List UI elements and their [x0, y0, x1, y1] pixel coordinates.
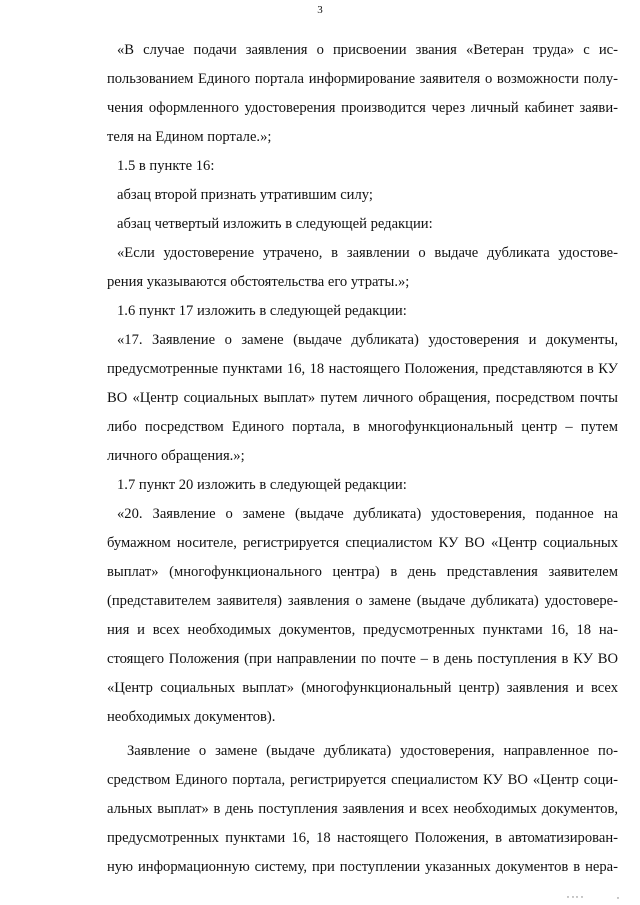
text-line: чения оформленного удостоверения производится через личный кабинет заяви-	[107, 100, 618, 116]
text-line: рения указываются обстоятельства его утраты.»;	[107, 274, 410, 290]
text-line: необходимых документов).	[107, 709, 276, 725]
text-line: бумажном носителе, регистрируется специалистом КУ ВО «Центр социальных	[107, 535, 618, 551]
text-line: 1.6 пункт 17 изложить в следующей редакции:	[117, 303, 407, 319]
text-line: стоящего Положения (при направлении по почте – в день поступления в КУ ВО	[107, 651, 618, 667]
text-line: «В случае подачи заявления о присвоении звания «Ветеран труда» с ис-	[117, 42, 618, 58]
text-line: ВО «Центр социальных выплат» путем личного обращения, посредством почты	[107, 390, 618, 406]
text-line: пользованием Единого портала информирование заявителя о возможности полу-	[107, 71, 618, 87]
text-line: предусмотренные пунктами 16, 18 настоящего Положения, представляются в КУ	[107, 361, 618, 377]
text-line: предусмотренных пунктами 16, 18 настоящего Положения, в автоматизирован-	[107, 830, 618, 846]
text-line: «Центр социальных выплат» (многофункциональный центр) заявления и всех	[107, 680, 618, 696]
text-line: альных выплат» в день поступления заявления и всех необходимых документов,	[107, 801, 618, 817]
text-line: личного обращения.»;	[107, 448, 245, 464]
text-line: либо посредством Единого портала, в многофункциональный центр – путем	[107, 419, 618, 435]
text-line: средством Единого портала, регистрируется специалистом КУ ВО «Центр соци-	[107, 772, 618, 788]
text-line: ную информационную систему, при поступлении указанных документов в нера-	[107, 859, 618, 875]
text-line: «20. Заявление о замене (выдаче дубликата) удостоверения, поданное на	[117, 506, 618, 522]
page-number: 3	[317, 4, 323, 16]
scan-noise-icon	[566, 894, 626, 900]
text-line: выплат» (многофункционального центра) в день представления заявителем	[107, 564, 618, 580]
text-line: абзац второй признать утратившим силу;	[117, 187, 373, 203]
text-line: «17. Заявление о замене (выдаче дубликата) удостоверения и документы,	[117, 332, 618, 348]
scan-specks	[566, 894, 626, 902]
text-line: теля на Едином портале.»;	[107, 129, 272, 145]
text-line: (представителем заявителя) заявления о замене (выдаче дубликата) удостовере-	[107, 593, 618, 609]
text-line: ния и всех необходимых документов, предусмотренных пунктами 16, 18 на-	[107, 622, 618, 638]
text-line: Заявление о замене (выдаче дубликата) удостоверения, направленное по-	[127, 743, 618, 759]
text-line: 1.7 пункт 20 изложить в следующей редакции:	[117, 477, 407, 493]
text-line: абзац четвертый изложить в следующей редакции:	[117, 216, 433, 232]
text-line: «Если удостоверение утрачено, в заявлении о выдаче дубликата удостове-	[117, 245, 618, 261]
text-line: 1.5 в пункте 16:	[117, 158, 215, 174]
